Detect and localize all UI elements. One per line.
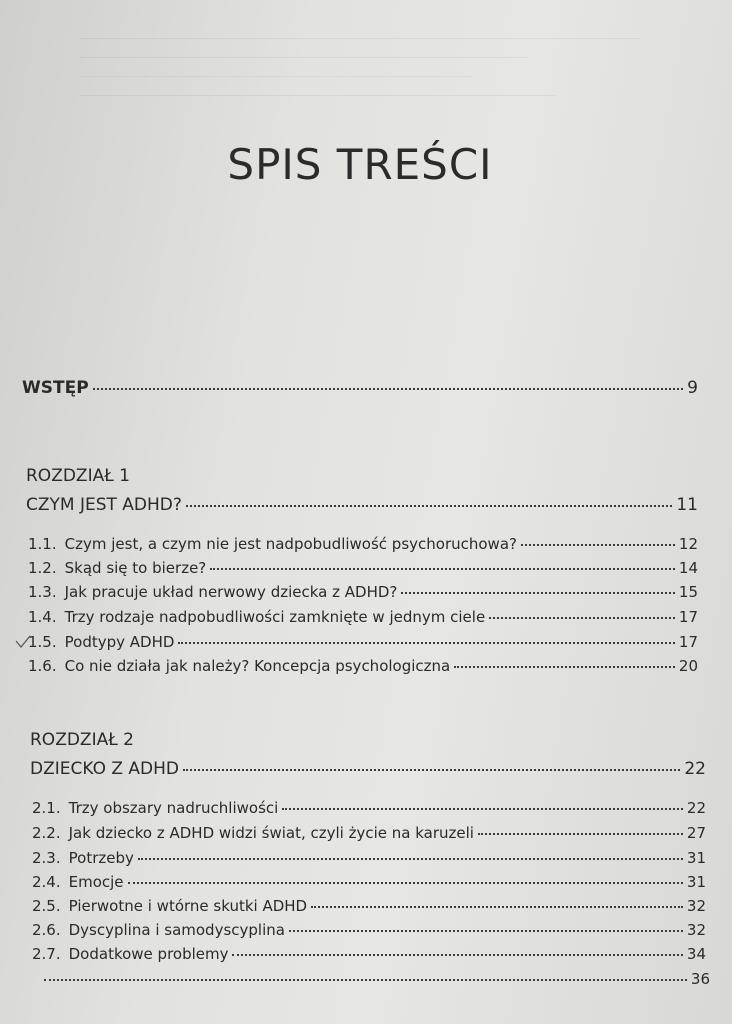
item-label: Jak dziecko z ADHD widzi świat, czyli życie na karuzeli xyxy=(68,824,474,842)
page-number: 31 xyxy=(686,873,706,891)
toc-item-row xyxy=(32,849,706,867)
dot-leader xyxy=(401,592,675,594)
page-title: SPIS TREŚCI xyxy=(227,140,493,189)
page-number: 22 xyxy=(684,759,706,779)
item-label: Emocje xyxy=(68,873,124,891)
dot-leader xyxy=(521,544,675,546)
item-label: Potrzeby xyxy=(68,849,134,867)
dot-leader xyxy=(289,930,683,932)
chapter-title: DZIECKO Z ADHD xyxy=(30,759,180,779)
item-label: Skąd się to bierze? xyxy=(64,559,207,577)
dot-leader xyxy=(478,833,683,835)
toc-item-row xyxy=(28,535,698,553)
toc-item-row xyxy=(28,608,698,626)
item-label: Jak pracuje układ nerwowy dziecka z ADHD? xyxy=(64,583,398,601)
dot-leader xyxy=(489,617,675,619)
dot-leader xyxy=(454,666,675,668)
item-number: 1.2. xyxy=(28,559,57,577)
chapter-title-row xyxy=(26,495,698,515)
toc-item-row xyxy=(32,970,710,988)
item-number: 1.4. xyxy=(28,608,57,626)
chapter-heading: ROZDZIAŁ 2 xyxy=(30,730,134,750)
pencil-tick-icon xyxy=(14,634,32,650)
page-number: 11 xyxy=(676,495,698,515)
dot-leader xyxy=(186,505,672,507)
item-number: 2.4. xyxy=(32,873,61,891)
dot-leader xyxy=(178,642,675,644)
page-number: 22 xyxy=(686,799,706,817)
dot-leader xyxy=(44,979,687,981)
toc-item-row xyxy=(32,897,706,915)
toc-intro-label: WSTĘP xyxy=(22,378,89,398)
page-number: 20 xyxy=(678,657,698,675)
item-label: Dodatkowe problemy xyxy=(68,945,229,963)
page-number: 36 xyxy=(690,970,710,988)
toc-item-row xyxy=(32,873,706,891)
page-number: 31 xyxy=(686,849,706,867)
page-number: 12 xyxy=(678,535,698,553)
page-number: 17 xyxy=(678,608,698,626)
dot-leader xyxy=(311,906,683,908)
toc-item-row xyxy=(28,657,698,675)
dot-leader xyxy=(93,388,684,390)
page-number: 32 xyxy=(686,921,706,939)
page-number: 9 xyxy=(687,378,698,398)
item-label: Czym jest, a czym nie jest nadpobudliwość psychoruchowa? xyxy=(64,535,517,553)
toc-item-row xyxy=(32,921,706,939)
dot-leader xyxy=(210,568,675,570)
item-number: 1.5. xyxy=(28,633,57,651)
item-label: Trzy obszary nadruchliwości xyxy=(68,799,279,817)
item-number: 2.3. xyxy=(32,849,61,867)
item-label: Pierwotne i wtórne skutki ADHD xyxy=(68,897,308,915)
toc-intro-row xyxy=(22,378,698,398)
chapter-title-row xyxy=(30,759,706,779)
page-number: 15 xyxy=(678,583,698,601)
dot-leader xyxy=(282,808,683,810)
toc-item-row xyxy=(32,945,706,963)
item-number: 2.2. xyxy=(32,824,61,842)
item-number: 1.1. xyxy=(28,535,57,553)
item-label: Dyscyplina i samodyscyplina xyxy=(68,921,285,939)
page-number: 27 xyxy=(686,824,706,842)
toc-item-row xyxy=(32,824,706,842)
page-number: 14 xyxy=(678,559,698,577)
item-number: 1.6. xyxy=(28,657,57,675)
page-number: 34 xyxy=(686,945,706,963)
dot-leader xyxy=(128,882,683,884)
item-number: 2.5. xyxy=(32,897,61,915)
item-label: Trzy rodzaje nadpobudliwości zamknięte w jednym ciele xyxy=(64,608,486,626)
item-label: Co nie działa jak należy? Koncepcja psychologiczna xyxy=(64,657,451,675)
toc-item-row xyxy=(28,583,698,601)
item-number: 2.7. xyxy=(32,945,61,963)
page-number: 17 xyxy=(678,633,698,651)
chapter-title: CZYM JEST ADHD? xyxy=(26,495,182,515)
toc-item-row xyxy=(32,799,706,817)
chapter-heading: ROZDZIAŁ 1 xyxy=(26,466,130,486)
dot-leader xyxy=(183,769,680,771)
toc-item-row xyxy=(28,559,698,577)
dot-leader xyxy=(232,954,682,956)
item-label: Podtypy ADHD xyxy=(64,633,175,651)
item-number: 2.1. xyxy=(32,799,61,817)
page-number: 32 xyxy=(686,897,706,915)
toc-item-row xyxy=(28,633,698,651)
item-number: 2.6. xyxy=(32,921,61,939)
item-number: 1.3. xyxy=(28,583,57,601)
dot-leader xyxy=(138,858,683,860)
